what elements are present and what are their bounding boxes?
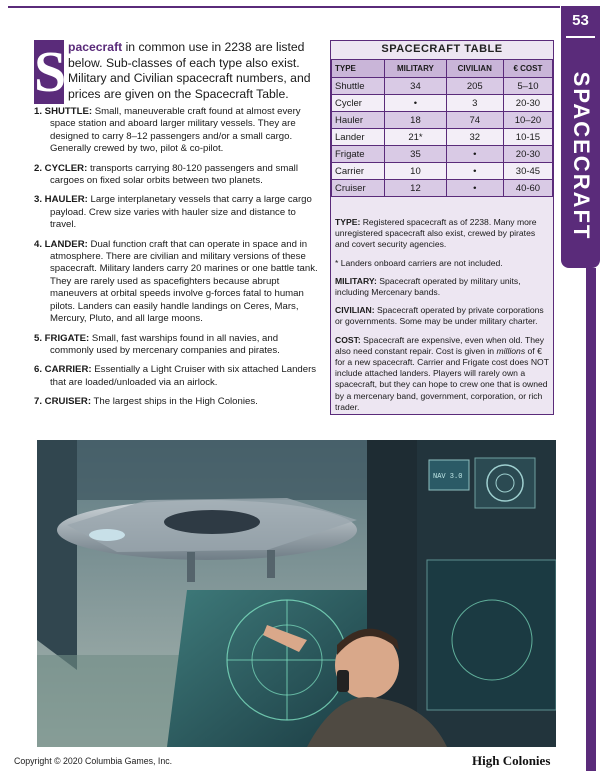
note-civilian [335,305,549,327]
cell-military: 12 [385,180,446,197]
cell-cost: 20-30 [503,146,552,163]
footer-title: High Colonies [472,753,551,768]
intro-paragraph [68,40,318,102]
cell-civilian: 205 [446,78,503,95]
table-row [332,180,553,197]
list-item-text: Dual function craft that can operate in space and in atmosphere. There are civilian and military versions of these spacecraft. Military landers carry 20 marines or one battle tank. They are rarely used as spacefighters because abrupt maneuvers at orbital speeds involve g-forces fatal to human pilots. Landers can easily handle landings on Ceres, Mars, Mercury, Pluto, and all large moons. [50,238,318,325]
engine-glow [89,529,125,541]
list-item-text: Small, maneuverable craft found at almost every space station and aboard larger military vessels. They are designed to carry 8–12 passengers and/or a small cargo. Generally crewed by two, pilot & co-pilot. [50,106,301,155]
right-console [427,560,556,710]
spacecraft-table [331,59,553,197]
cell-type: Carrier [332,163,385,180]
note-type-label: TYPE: [335,217,361,227]
illustration-art [37,440,556,747]
cell-cost: 40-60 [503,180,552,197]
phone-icon [337,670,349,692]
cell-type: Shuttle [332,78,385,95]
cell-type: Cruiser [332,180,385,197]
drop-cap: S [34,39,67,104]
list-item-label: 5. FRIGATE: [34,332,90,344]
note-type [335,217,549,251]
note-cost-label: COST: [335,334,361,345]
table-row [332,146,553,163]
list-item-text: Large interplanetary vessels that carry a large cargo payload. Crew size varies with hauler size and distance to travel. [50,194,312,231]
intro-text: in common use in 2238 are listed below. Sub-classes of each type also exist. Military and Civilian spacecraft numbers, and prices are given on the Spacecraft Table. [68,40,311,101]
list-item-label: 1. SHUTTLE: [34,106,93,117]
cell-civilian: • [446,146,503,163]
cell-civilian: 3 [446,95,503,112]
cell-military: 10 [385,163,446,180]
header-cost: € COST [503,60,552,78]
table-row [332,112,553,129]
note-cost-text-2: of € for a new spacecraft. Carrier and Frigate cost does NOT include attached landers. Players will rarely own a spacecraft, but they can hope to crew one that is owned by a mercenary band, government, corporation, or rich trader. [335,345,549,412]
cell-military: 18 [385,112,446,129]
list-item [34,364,318,389]
table-header-row [332,60,553,78]
cell-military: 34 [385,78,446,95]
list-item [34,333,318,358]
note-cost-emphasis: millions [496,345,526,356]
cell-type: Cycler [332,95,385,112]
spacecraft-cockpit [164,510,260,534]
footer-copyright: Copyright © 2020 Columbia Games, Inc. [14,756,173,766]
cell-cost: 10-15 [503,129,552,146]
table-notes [335,217,549,420]
cell-civilian: • [446,180,503,197]
cell-type: Hauler [332,112,385,129]
list-item [34,396,318,408]
landing-strut [187,552,195,582]
list-item-text: The largest ships in the High Colonies. [91,396,258,408]
list-item-label: 6. CARRIER: [34,364,92,376]
list-item-label: 7. CRUISER: [34,396,92,408]
header-military: MILITARY [385,60,446,78]
list-item-text: Small, fast warships found in all navies, and commonly used by mercenary companies and pirates. [50,332,280,356]
spacecraft-list [34,106,318,416]
list-item-text: transports carrying 80-120 passengers and small cargoes on fixed solar orbits between two planets. [50,162,298,187]
note-civilian-text: Spacecraft operated by private corporations or governments. Some may be under military charter. [335,305,544,327]
cell-type: Lander [332,129,385,146]
cell-civilian: • [446,163,503,180]
list-item [34,194,318,231]
cell-civilian: 74 [446,112,503,129]
cell-military: 21* [385,129,446,146]
illustration [37,440,556,747]
note-civilian-label: CIVILIAN: [335,305,375,316]
cell-cost: 30-45 [503,163,552,180]
monitor-label: NAV 3.0 [433,473,463,481]
cell-cost: 10–20 [503,112,552,129]
list-item [34,239,318,326]
section-title: SPACECRAFT [569,71,594,241]
table-title: SPACECRAFT TABLE [381,43,503,55]
cell-cost: 5–10 [503,78,552,95]
cell-military: • [385,95,446,112]
note-type-text: Registered spacecraft as of 2238. Many more unregistered spacecraft also exist, crewed by pirates and covert security agencies. [335,217,537,250]
note-military-label: MILITARY: [335,275,377,286]
cell-cost: 20-30 [503,95,552,112]
note-cost-text: Spacecraft are expensive, even when old. They also need constant repair. Cost is given in [335,334,545,356]
list-item [34,163,318,188]
header-civilian: CIVILIAN [446,60,503,78]
intro-lead: pacecraft [68,40,123,54]
section-title-wrap [568,48,594,263]
list-item-label: 3. HAULER: [34,194,88,206]
top-border [8,6,560,8]
note-footnote: * Landers onboard carriers are not included. [335,257,503,268]
list-item [34,106,318,156]
note-cost [335,335,549,413]
landing-strut [267,550,275,578]
table-row [332,163,553,180]
table-row [332,95,553,112]
note-military [335,276,549,298]
page-number: 53 [572,12,589,29]
note-military-text: Spacecraft operated by military units, including Mercenary bands. [335,275,521,298]
left-wall [37,440,77,670]
list-item-label: 2. CYCLER: [34,162,88,174]
list-item-text: Essentially a Light Cruiser with six attached Landers that are loaded/unloaded via an airlock. [50,364,317,388]
list-item-label: 4. LANDER: [34,238,88,250]
table-row [332,129,553,146]
spacecraft-table-panel [330,40,554,415]
cell-military: 35 [385,146,446,163]
cell-civilian: 32 [446,129,503,146]
header-type: TYPE [332,60,385,78]
table-row [332,78,553,95]
cell-type: Frigate [332,146,385,163]
right-border [586,268,596,771]
tab-divider [566,36,595,38]
